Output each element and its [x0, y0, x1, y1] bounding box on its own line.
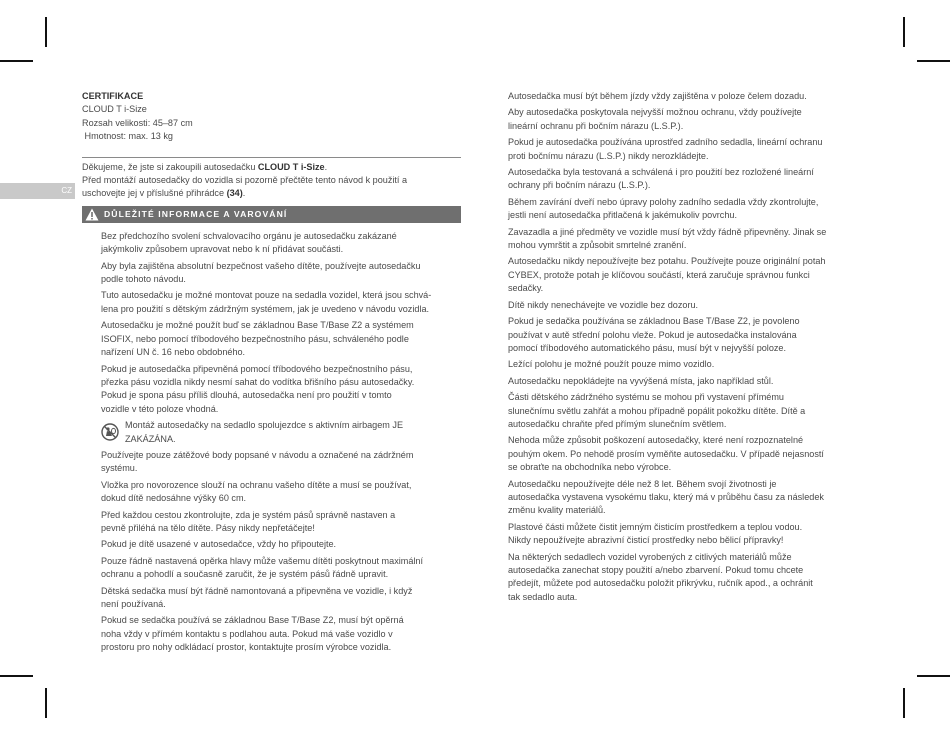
crop-mark-top-right-v [903, 17, 905, 47]
warning-paragraph [508, 375, 863, 388]
paragraph-line: Pokud se sedačka používá se základnou Base T/Base Z2, musí být opěrná [101, 615, 404, 626]
no-airbag-icon [101, 423, 119, 441]
paragraph-line: autosedačka vystavena vysokému tlaku, který má v průběhu času za následek [508, 491, 824, 502]
paragraph-line: Pokud je autosedačka používána uprostřed zadního sedadla, lineární ochranu [508, 137, 823, 148]
paragraph-line: CYBEX, protože potah je klíčovou součástí, která zaručuje správnou funkci [508, 269, 810, 280]
paragraph-line: Plastové části můžete čistit jemným čisticím prostředkem a teplou vodou. [508, 521, 803, 532]
paragraph-line: pomocí tříbodového automatického pásu, musí být v nejvyšší poloze. [508, 342, 787, 353]
warning-paragraph [508, 166, 863, 193]
paragraph-line: tak sedadlo auta. [508, 591, 578, 602]
paragraph-line: Pokud je autosedačka připevněná pomocí tříbodového bezpečnostního pásu, [101, 363, 413, 374]
paragraph-line: Zavazadla a jiné předměty ve vozidle musí být vždy řádně připevněny. Jinak se [508, 226, 827, 237]
paragraph-line: se obraťte na obchodníka nebo výrobce. [508, 462, 672, 473]
thanks-suffix: . [324, 161, 328, 172]
paragraph-line: Dětská sedačka musí být řádně namontovaná a připevněna ve vozidle, i když [101, 585, 413, 596]
paragraph-line: proti bočnímu nárazu (L.S.P.) nikdy nerozkládejte. [508, 150, 709, 161]
warning-paragraph [82, 509, 462, 536]
paragraph-line: systému. [101, 463, 138, 474]
paragraph-line: předejít, můžete pod autosedačku položit přikrývku, ručník apod., a ochránit [508, 578, 813, 589]
paragraph-line: pevně přiléhá na tělo dítěte. Pásy nikdy nepřetáčejte! [101, 522, 315, 533]
compartment-reference: (34) [226, 188, 243, 199]
paragraph-line: vozidle v této poloze vhodná. [101, 403, 219, 414]
warning-paragraph [82, 289, 462, 316]
warning-paragraph [508, 391, 863, 431]
paragraph-line: Autosedačku nikdy nepoužívejte bez potahu. Používejte pouze originální potah [508, 256, 826, 267]
warning-paragraph [82, 614, 462, 654]
warning-paragraph [82, 585, 462, 612]
warning-triangle-icon [85, 208, 99, 221]
paragraph-line: Aby autosedačka poskytovala nejvyšší možnou ochranu, vždy používejte [508, 107, 802, 118]
paragraph-line: Části dětského zádržného systému se mohou při vystavení přímému [508, 392, 784, 403]
warning-paragraph [508, 315, 863, 355]
paragraph-line: ochrany při bočním nárazu (L.S.P.). [508, 180, 651, 191]
paragraph-line: Používejte pouze zátěžové body popsané v návodu a označené na zádržném [101, 449, 414, 460]
paragraph-line: Autosedačku nepokládejte na vyvýšená místa, jako například stůl. [508, 375, 774, 386]
paragraph-line: Pokud je dítě usazené v autosedačce, vždy ho připoutejte. [101, 539, 337, 550]
certification-size-range: Rozsah velikosti: 45–87 cm [82, 117, 193, 128]
right-column [508, 90, 863, 607]
paragraph-line: Na některých sedadlech vozidel vyrobených z citlivých materiálů může [508, 551, 792, 562]
airbag-warning-line: Montáž autosedačky na sedadlo spolujezdce s aktivním airbagem JE [125, 420, 404, 431]
airbag-warning [101, 419, 462, 446]
instructions-line-2 [82, 187, 462, 200]
paragraph-line: slunečnímu světlu zahřát a mohou případně popálit pokožku dítěte. Dítě a [508, 405, 806, 416]
warning-paragraph [82, 363, 462, 417]
paragraph-line: dokud dítě nedosáhne výšky 60 cm. [101, 493, 247, 504]
paragraph-line: Bez předchozího svolení schvalovacího orgánu je autosedačku zakázané [101, 230, 397, 241]
airbag-warning-line: ZAKÁZÁNA. [125, 433, 176, 444]
warning-paragraph [508, 521, 863, 548]
paragraph-line: lineární ochranu při bočním nárazu (L.S.P.). [508, 120, 684, 131]
instructions-line-1: Před montáží autosedačky do vozidla si pozorně přečtěte tento návod k použití a [82, 175, 408, 186]
paragraph-line: ochranu a pohodlí a současně zaručit, že je systém pásů řádně upravit. [101, 569, 389, 580]
paragraph-line: jestli není autosedačka přitlačená k jakémukoliv povrchu. [508, 210, 737, 221]
paragraph-line: jakýmkoliv způsobem upravovat nebo k ní přidávat součásti. [101, 244, 344, 255]
paragraph-line: není používaná. [101, 599, 166, 609]
crop-mark-bottom-left-h [0, 675, 33, 677]
paragraph-line: prostoru pro nohy odkládací prostor, kontaktujte prosím výrobce vozidla. [101, 642, 392, 653]
instructions-suffix: . [242, 188, 246, 199]
crop-mark-top-right-h [917, 60, 950, 62]
paragraph-line: Dítě nikdy nenechávejte ve vozidle bez dozoru. [508, 299, 699, 310]
paragraph-line: Během zavírání dveří nebo úpravy polohy zadního sedadla vždy zkontrolujte, [508, 196, 819, 207]
warnings-list-a [82, 230, 462, 416]
warning-paragraph [82, 538, 462, 551]
warning-paragraph [82, 555, 462, 582]
warning-paragraph [82, 479, 462, 506]
paragraph-line: autosedačku chraňte před přímým slunečním světlem. [508, 418, 727, 429]
paragraph-line: Tuto autosedačku je možné montovat pouze na sedadla vozidel, která jsou schvá- [101, 290, 432, 301]
warning-paragraph [508, 106, 863, 133]
certification-block [82, 90, 462, 144]
paragraph-line: Vložka pro novorozence slouží na ochranu vašeho dítěte a musí se používat, [101, 479, 412, 490]
warning-paragraph [82, 319, 462, 359]
paragraph-line: Autosedačka musí být během jízdy vždy zajištěna v poloze čelem dozadu. [508, 91, 807, 101]
paragraph-line: lena pro použití s dětským zádržným systémem, jak je uvedeno v návodu vozidla. [101, 303, 430, 314]
paragraph-line: přezka pásu vozidla nikdy nesmí sahat do vodítka břišního pásu autosedačky. [101, 376, 415, 387]
paragraph-line: Autosedačku nepoužívejte déle než 8 let. Během svojí životnosti je [508, 478, 777, 489]
certification-title: CERTIFIKACE [82, 91, 144, 101]
warning-paragraph [508, 255, 863, 295]
paragraph-line: sedačky. [508, 283, 544, 294]
paragraph-line: Ležící polohu je možné použít pouze mimo vozidlo. [508, 359, 715, 370]
paragraph-line: podle tohoto návodu. [101, 274, 186, 285]
warning-banner-title: DŮLEŽITÉ INFORMACE A VAROVÁNÍ [104, 208, 288, 219]
paragraph-line: pouhým okem. Po nehodě prosím vyměňte autosedačku. V případě nejasností [508, 448, 824, 459]
crop-mark-bottom-right-h [917, 675, 950, 677]
paragraph-line: noha vždy v přímém kontaktu s podlahou auta. Pokud má vaše vozidlo v [101, 628, 393, 639]
left-column [82, 90, 462, 658]
warning-paragraph [82, 230, 462, 257]
paragraph-line: změnu kvality materiálů. [508, 505, 606, 516]
crop-mark-top-left-v [45, 17, 47, 47]
paragraph-line: Pouze řádně nastavená opěrka hlavy může vašemu dítěti poskytnout maximální [101, 555, 423, 566]
product-name: CLOUD T i-Size [257, 161, 325, 172]
airbag-warning-text [125, 419, 462, 446]
language-tab: CZ [0, 183, 75, 199]
warning-paragraph [508, 90, 863, 103]
warning-paragraph [508, 299, 863, 312]
crop-mark-bottom-left-v [45, 688, 47, 718]
paragraph-line: Pokud je sedačka používána se základnou Base T/Base Z2, je povoleno [508, 316, 800, 327]
thanks-line [82, 161, 462, 174]
crop-mark-top-left-h [0, 60, 33, 62]
warning-paragraph [508, 196, 863, 223]
warning-banner [82, 206, 461, 223]
paragraph-line: Aby byla zajištěna absolutní bezpečnost vašeho dítěte, používejte autosedačku [101, 260, 421, 271]
warning-paragraph [82, 260, 462, 287]
paragraph-line: ISOFIX, nebo pomocí tříbodového bezpečnostního pásu, schváleného podle [101, 333, 409, 344]
warning-paragraph [508, 551, 863, 605]
paragraph-line: Pokud je spona pásu příliš dlouhá, autosedačka není pro použití v tomto [101, 390, 392, 401]
instructions-text: uschovejte jej v příslušné přihrádce [82, 188, 227, 199]
warning-paragraph [508, 434, 863, 474]
warning-paragraph [508, 358, 863, 371]
paragraph-line: Autosedačka byla testovaná a schválená i pro použití bez rozložené lineární [508, 167, 814, 178]
warning-paragraph [508, 136, 863, 163]
divider [82, 157, 461, 158]
warning-paragraph [82, 449, 462, 476]
warning-paragraph [508, 478, 863, 518]
paragraph-line: mohou vymrštit a způsobit smrtelné zranění. [508, 240, 687, 251]
paragraph-line: Před každou cestou zkontrolujte, zda je systém pásů správně nastaven a [101, 509, 396, 520]
certification-model: CLOUD T i-Size [82, 104, 147, 115]
paragraph-line: Autosedačku je možné použít buď se základnou Base T/Base Z2 a systémem [101, 320, 414, 331]
paragraph-line: Nikdy nepoužívejte abrazivní čisticí prostředky nebo bělicí přípravky! [508, 535, 784, 546]
paragraph-line: autosedačka zanechat stopy použití a/nebo zbarvení. Pokud tomu chcete [508, 565, 804, 575]
paragraph-line: nařízení UN č. 16 nebo obdobného. [101, 347, 246, 358]
thanks-text: Děkujeme, že jste si zakoupili autosedačku [82, 161, 258, 172]
paragraph-line: Nehoda může způsobit poškození autosedačky, které není rozpoznatelné [508, 435, 804, 446]
certification-max-weight: Hmotnost: max. 13 kg [82, 131, 173, 142]
paragraph-line: používat v autě střední polohu vleže. Pokud je autosedačka instalována [508, 329, 797, 340]
warnings-list-b [82, 449, 462, 655]
crop-mark-bottom-right-v [903, 688, 905, 718]
warning-paragraph [508, 226, 863, 253]
